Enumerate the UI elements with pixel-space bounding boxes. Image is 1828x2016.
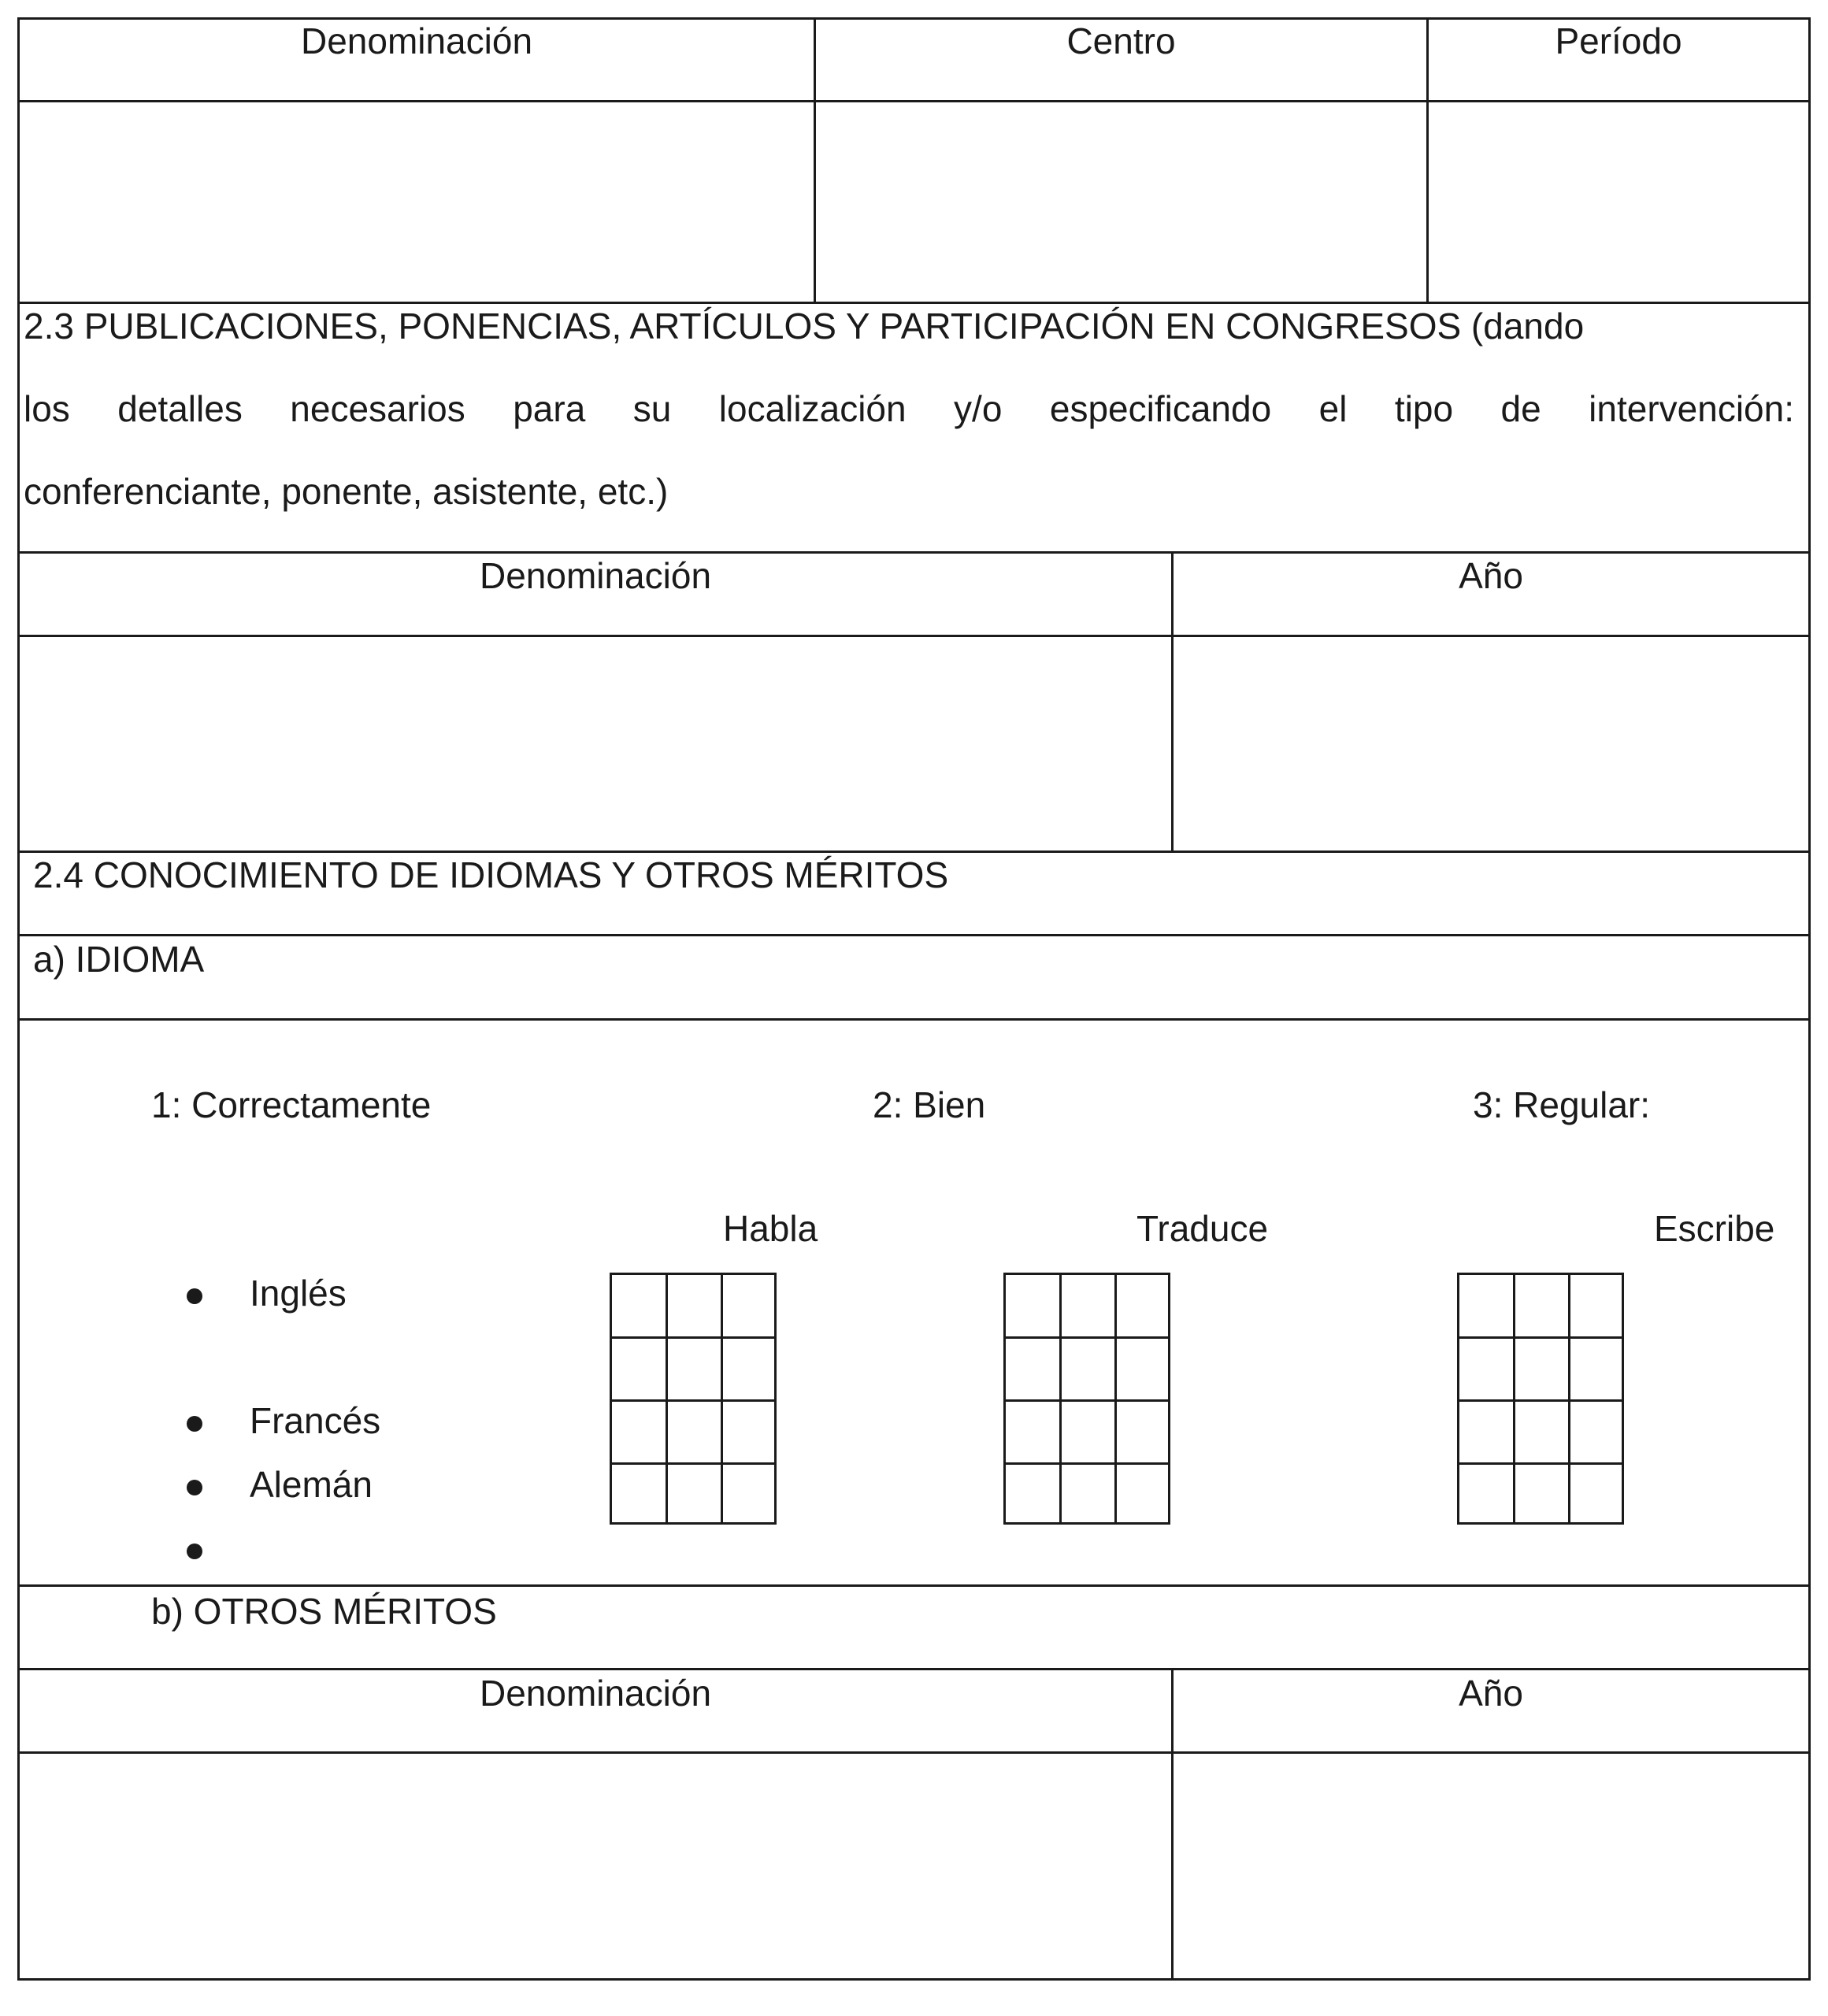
right-border xyxy=(1808,17,1811,1981)
table1-header-periodo: Período xyxy=(1555,20,1682,61)
section-2-3-line-3: conferenciante, ponente, asistente, etc.) xyxy=(24,471,669,512)
table1-header-centro: Centro xyxy=(1066,20,1176,61)
bullet-icon xyxy=(187,1288,202,1304)
table3-header-denominacion: Denominación xyxy=(479,1673,712,1714)
scale-bien: 2: Bien xyxy=(873,1084,986,1125)
divider xyxy=(17,1668,1811,1670)
table2-header-denominacion: Denominación xyxy=(479,555,712,596)
table2-header-ano: Año xyxy=(1459,555,1523,596)
table3-cell-ano[interactable] xyxy=(1174,1754,1808,1978)
section-2-3-text xyxy=(24,285,1794,533)
table3-header-ano: Año xyxy=(1459,1673,1523,1714)
otros-meritos-label: b) OTROS MÉRITOS xyxy=(151,1591,497,1632)
language-ingles: Inglés xyxy=(250,1273,347,1314)
scale-correctamente: 1: Correctamente xyxy=(151,1084,432,1125)
language-frances: Francés xyxy=(250,1400,381,1441)
bottom-border xyxy=(17,1978,1811,1981)
habla-grid[interactable] xyxy=(610,1273,777,1525)
skill-habla: Habla xyxy=(723,1208,818,1249)
table1-header-denominacion: Denominación xyxy=(300,20,533,61)
table1-cell-periodo[interactable] xyxy=(1429,102,1808,302)
table1-cell-denominacion[interactable] xyxy=(20,102,814,302)
skill-traduce: Traduce xyxy=(1136,1208,1269,1249)
divider xyxy=(17,934,1811,936)
scale-regular: 3: Regular: xyxy=(1473,1084,1651,1125)
traduce-grid[interactable] xyxy=(1003,1273,1170,1525)
bullet-icon xyxy=(187,1480,202,1495)
bullet-icon xyxy=(187,1416,202,1432)
divider xyxy=(17,1584,1811,1587)
table2-cell-denominacion[interactable] xyxy=(20,637,1171,850)
escribe-grid[interactable] xyxy=(1457,1273,1624,1525)
section-2-3-line-1: 2.3 PUBLICACIONES, PONENCIAS, ARTÍCULOS Y PARTICIPACIÓN EN CONGRESOS (dando xyxy=(24,306,1585,346)
language-aleman: Alemán xyxy=(250,1464,373,1505)
skill-escribe: Escribe xyxy=(1654,1208,1775,1249)
table2-cell-ano[interactable] xyxy=(1174,637,1808,850)
table3-cell-denominacion[interactable] xyxy=(20,1754,1171,1978)
section-2-4-title: 2.4 CONOCIMIENTO DE IDIOMAS Y OTROS MÉRITOS xyxy=(33,854,949,895)
bullet-icon xyxy=(187,1544,202,1559)
section-2-3-line-2: los detalles necesarios para su localización y/o especificando el tipo de intervención: xyxy=(24,388,1794,429)
idioma-label: a) IDIOMA xyxy=(33,939,205,980)
divider xyxy=(17,1018,1811,1021)
table1-cell-centro[interactable] xyxy=(816,102,1426,302)
